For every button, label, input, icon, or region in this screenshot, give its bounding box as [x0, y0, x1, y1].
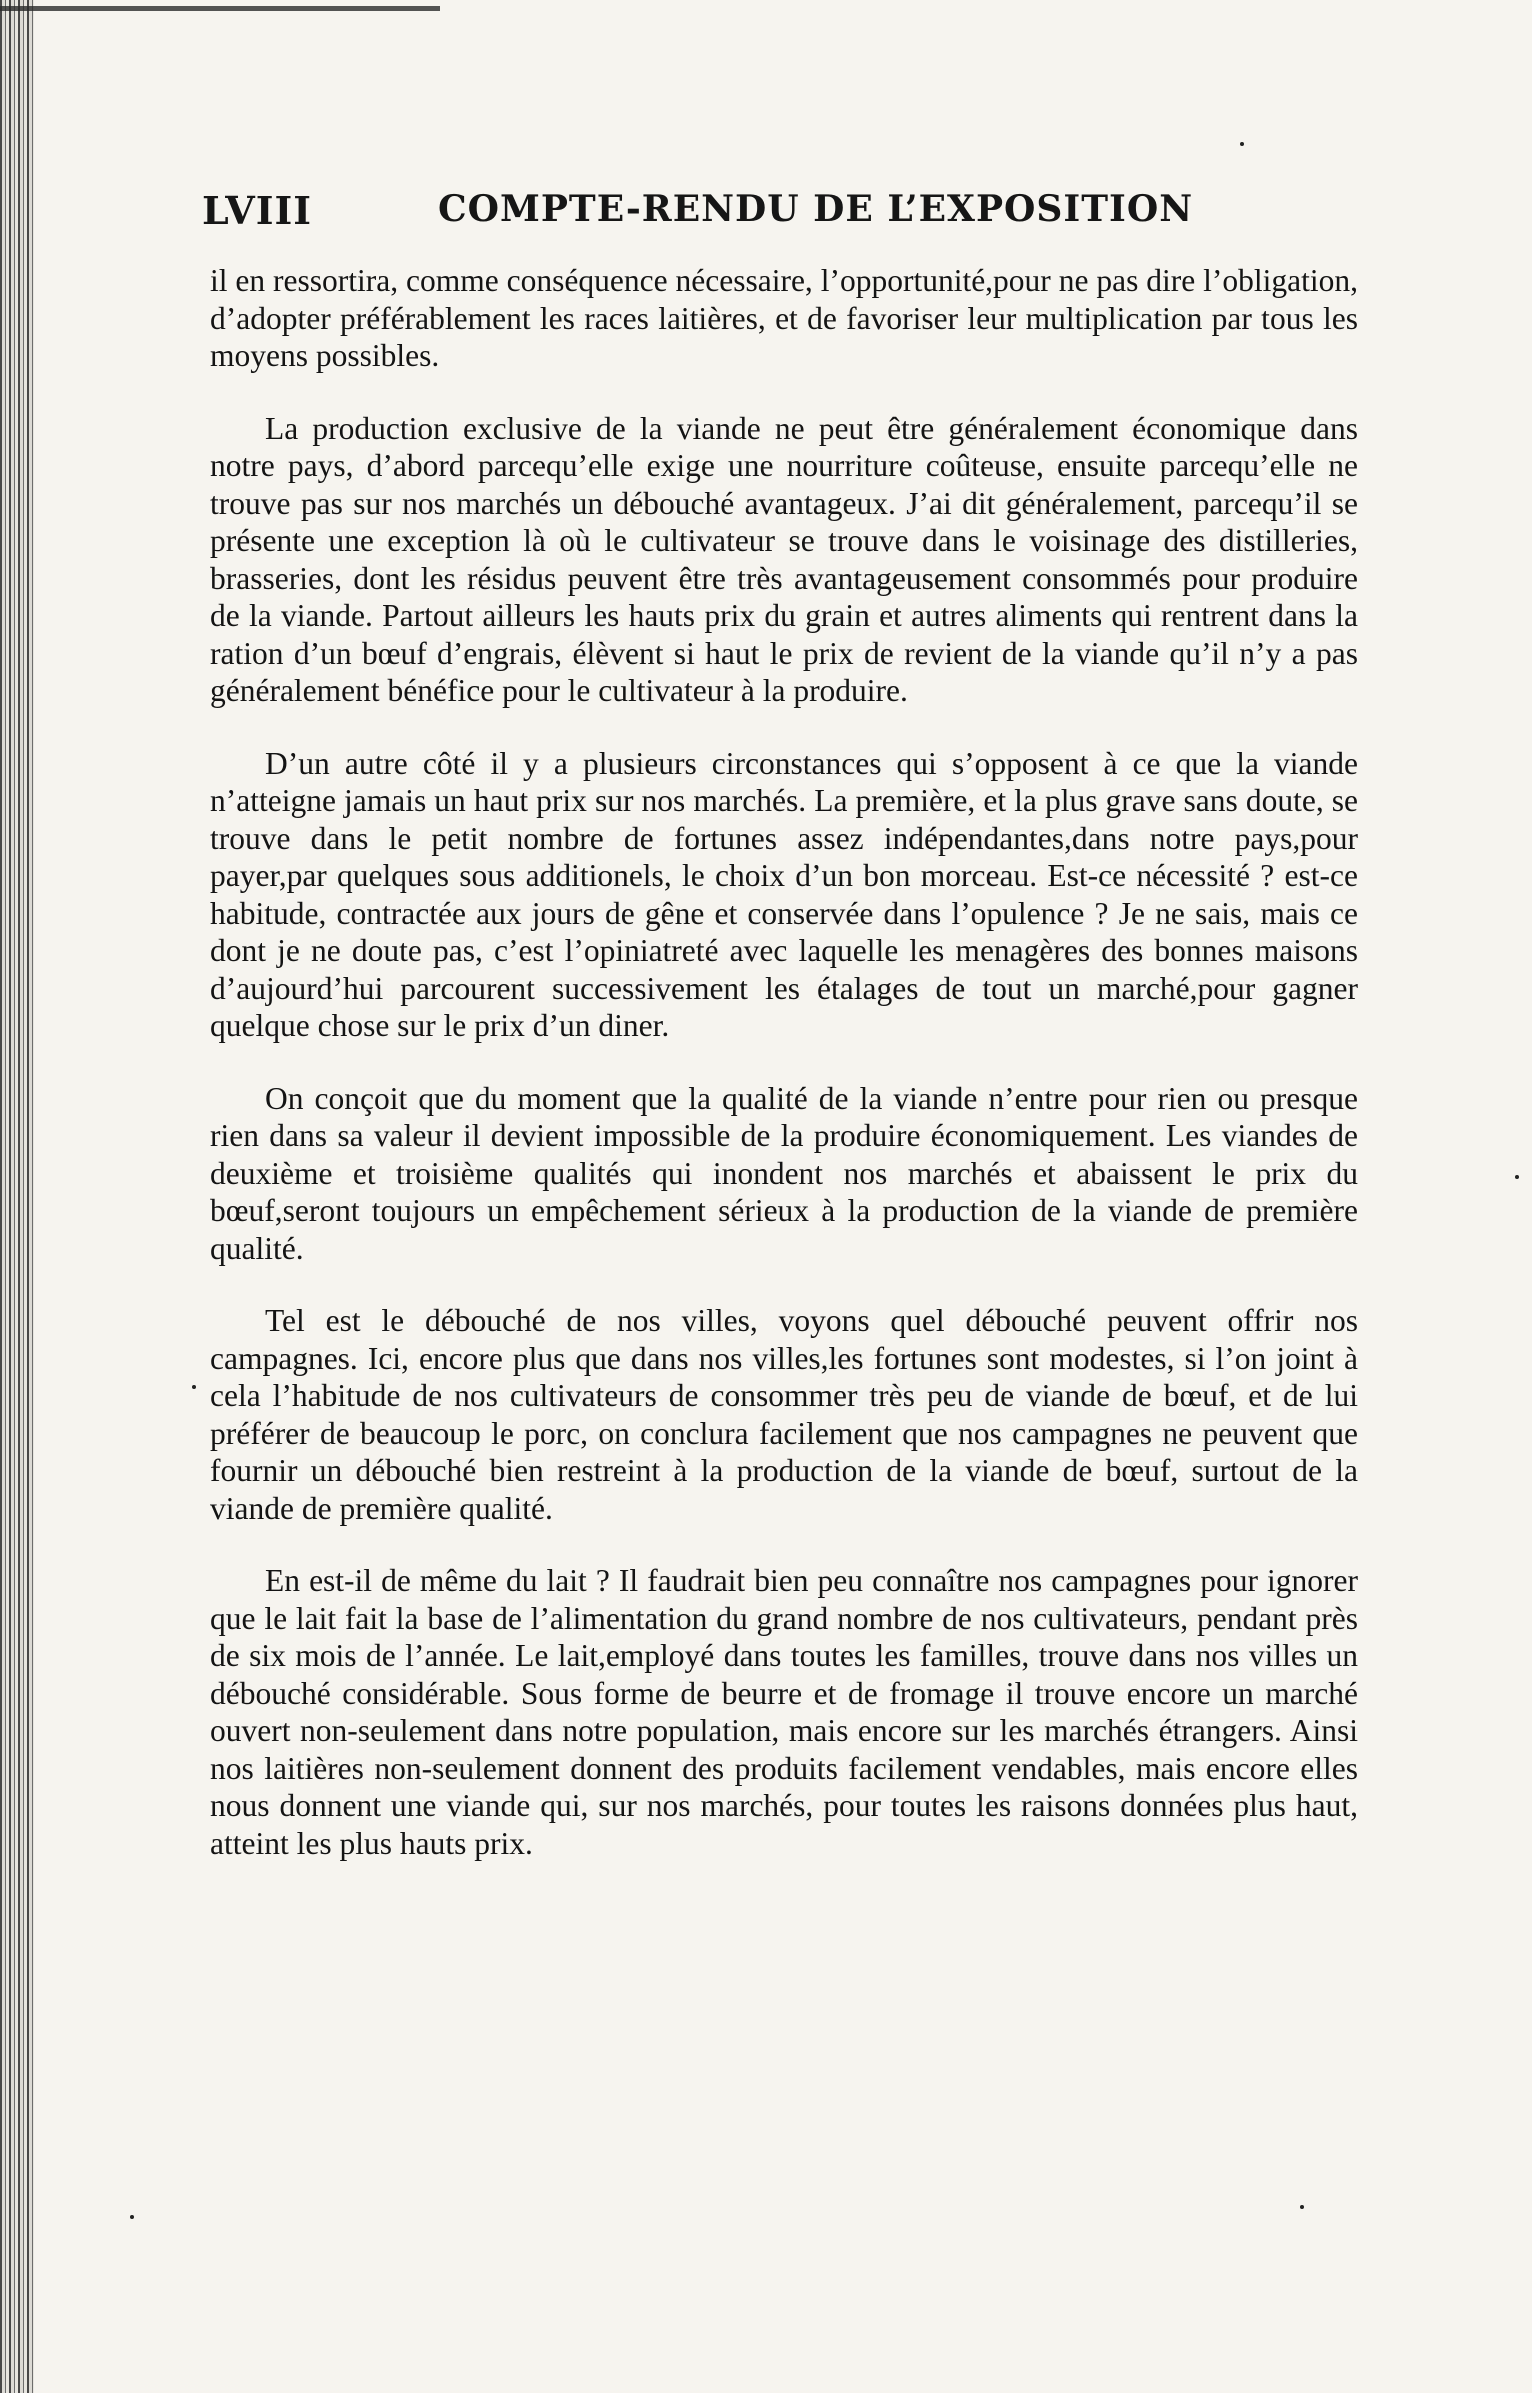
paragraph: En est-il de même du lait ? Il faudrait bien peu connaître nos campagnes pour ignorer que le lait fait la base de l’alimentation du grand nombre de nos cultivateurs, pendant près de six mois de l’année. Le lait,employé dans toutes les familles, trouve dans nos villes un débouché considérable. Sous forme de beurre et de fromage il trouve encore un marché ouvert non-seulement dans notre population, mais encore sur les marchés étrangers. Ainsi nos laitières non-seulement donnent des produits facilement vendables, mais encore elles nous donnent une viande qui, sur nos marchés, pour toutes les raisons données plus haut, atteint les plus hauts prix.	[210, 1563, 1358, 1861]
scan-speck	[130, 2215, 134, 2219]
scan-speck	[1300, 2205, 1304, 2209]
paragraph: La production exclusive de la viande ne peut être généralement économique dans notre pays, d’abord parcequ’elle exige une nourriture coûteuse, ensuite parcequ’elle ne trouve pas sur nos marchés un débouché avantageux. J’ai dit généralement, parcequ’il se présente une exception là où le cultivateur se trouve dans le voisinage des distilleries, brasseries, dont les résidus peuvent être très avantageusement consommés pour produire de la viande. Partout ailleurs les hauts prix du grain et autres aliments qui rentrent dans la ration d’un bœuf d’engrais, élèvent si haut le prix de revient de la viande qu’il n’y a pas généralement bénéfice pour le cultivateur à la produire.	[210, 410, 1358, 708]
paragraph: On conçoit que du moment que la qualité de la viande n’entre pour rien ou presque rien dans sa valeur il devient impossible de la produire économiquement. Les viandes de deuxième et troisième qualités qui inondent nos marchés et abaissent le prix du bœuf,seront toujours un empêchement sérieux à la production de la viande de première qualité.	[210, 1080, 1358, 1266]
paragraph: Tel est le débouché de nos villes, voyons quel débouché peuvent offrir nos campagnes. Ici, encore plus que dans nos villes,les fortunes sont modestes, si l’on joint à cela l’habitude de nos cultivateurs de consommer très peu de viande de bœuf, et de lui préférer de beaucoup le porc, on conclura facilement que nos campagnes ne peuvent que fournir un débouché bien restreint à la production de la viande de bœuf, surtout de la viande de première qualité.	[210, 1303, 1358, 1526]
scan-speck	[1240, 142, 1244, 146]
running-title: COMPTE-RENDU DE L’EXPOSITION	[438, 188, 1194, 230]
scan-speck	[1515, 1175, 1519, 1179]
paragraph: D’un autre côté il y a plusieurs circonstances qui s’opposent à ce que la viande n’atteigne jamais un haut prix sur nos marchés. La première, et la plus grave sans doute, se trouve dans le petit nombre de fortunes assez indépendantes,dans notre pays,pour payer,par quelques sous additionels, le choix d’un bon morceau. Est-ce nécessité ? est-ce habitude, contractée aux jours de gêne et conservée dans l’opulence ? Je ne sais, mais ce dont je ne doute pas, c’est l’opiniatreté avec laquelle les menagères des bonnes maisons d’aujourd’hui parcourent successivement les étalages de tout un marché,pour gagner quelque chose sur le prix d’un diner.	[210, 745, 1358, 1043]
page-header	[202, 188, 1352, 248]
body-text	[210, 262, 1358, 1897]
paragraph-continuation: il en ressortira, comme conséquence nécessaire, l’opportunité,pour ne pas dire l’obligation, d’adopter préférablement les races laitières, et de favoriser leur multiplication par tous les moyens possibles.	[210, 263, 1358, 373]
scan-speck	[192, 1385, 196, 1389]
binding-edge	[0, 0, 34, 2393]
top-rule	[0, 6, 440, 11]
page-folio: LVIII	[202, 188, 313, 233]
